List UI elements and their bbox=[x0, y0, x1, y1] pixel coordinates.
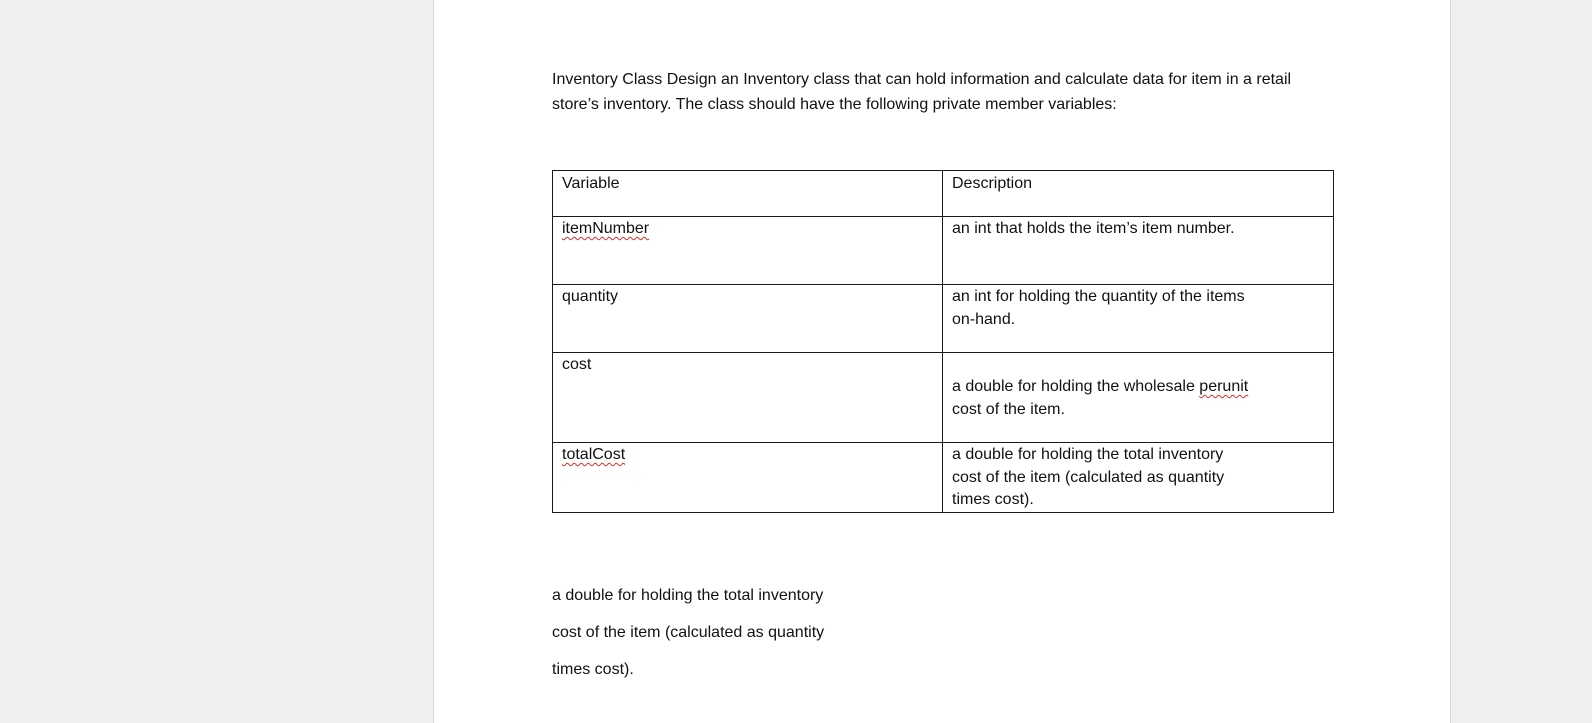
description-text: an int that holds the item’s item number. bbox=[952, 220, 1235, 237]
misspelled-word[interactable]: itemNumber bbox=[562, 220, 650, 237]
misspelled-word[interactable]: totalCost bbox=[562, 446, 626, 463]
description-text bbox=[952, 376, 1252, 421]
description-text: an int for holding the quantity of the items on-hand. bbox=[952, 288, 1245, 328]
trailing-line[interactable]: a double for holding the total inventory bbox=[552, 587, 824, 604]
table-cell-variable[interactable] bbox=[553, 217, 943, 285]
table-cell-description[interactable] bbox=[943, 217, 1334, 285]
table-row bbox=[553, 285, 1334, 353]
description-text: a double for holding the total inventory cost of the item (calculated as quantity times cost). bbox=[952, 446, 1225, 508]
table-row bbox=[553, 353, 1334, 443]
table-cell-variable[interactable]: quantity bbox=[553, 285, 943, 353]
description-column-header[interactable]: Description bbox=[943, 171, 1334, 217]
table-cell-variable[interactable] bbox=[553, 443, 943, 513]
document-page[interactable] bbox=[433, 0, 1451, 723]
table-cell-description[interactable] bbox=[943, 353, 1334, 443]
table-row bbox=[553, 443, 1334, 513]
table-header-row bbox=[553, 171, 1334, 217]
description-text-part: a double for holding the wholesale bbox=[952, 378, 1200, 395]
intro-paragraph[interactable]: Inventory Class Design an Inventory class that can hold information and calculate data for item in a retail store’s inventory. The class should have the following private member variables: bbox=[552, 71, 1292, 113]
trailing-line[interactable]: cost of the item (calculated as quantity bbox=[552, 624, 825, 641]
description-text-part: cost of the item. bbox=[952, 400, 1065, 418]
trailing-paragraphs bbox=[552, 584, 824, 695]
misspelled-word[interactable]: perunit bbox=[1199, 378, 1249, 395]
table-cell-description[interactable] bbox=[943, 285, 1334, 353]
member-variables-table[interactable] bbox=[552, 170, 1334, 513]
variable-column-header[interactable]: Variable bbox=[553, 171, 943, 217]
table-row bbox=[553, 217, 1334, 285]
table-cell-description[interactable] bbox=[943, 443, 1334, 513]
table-cell-variable[interactable]: cost bbox=[553, 353, 943, 443]
trailing-line[interactable]: times cost). bbox=[552, 661, 634, 678]
